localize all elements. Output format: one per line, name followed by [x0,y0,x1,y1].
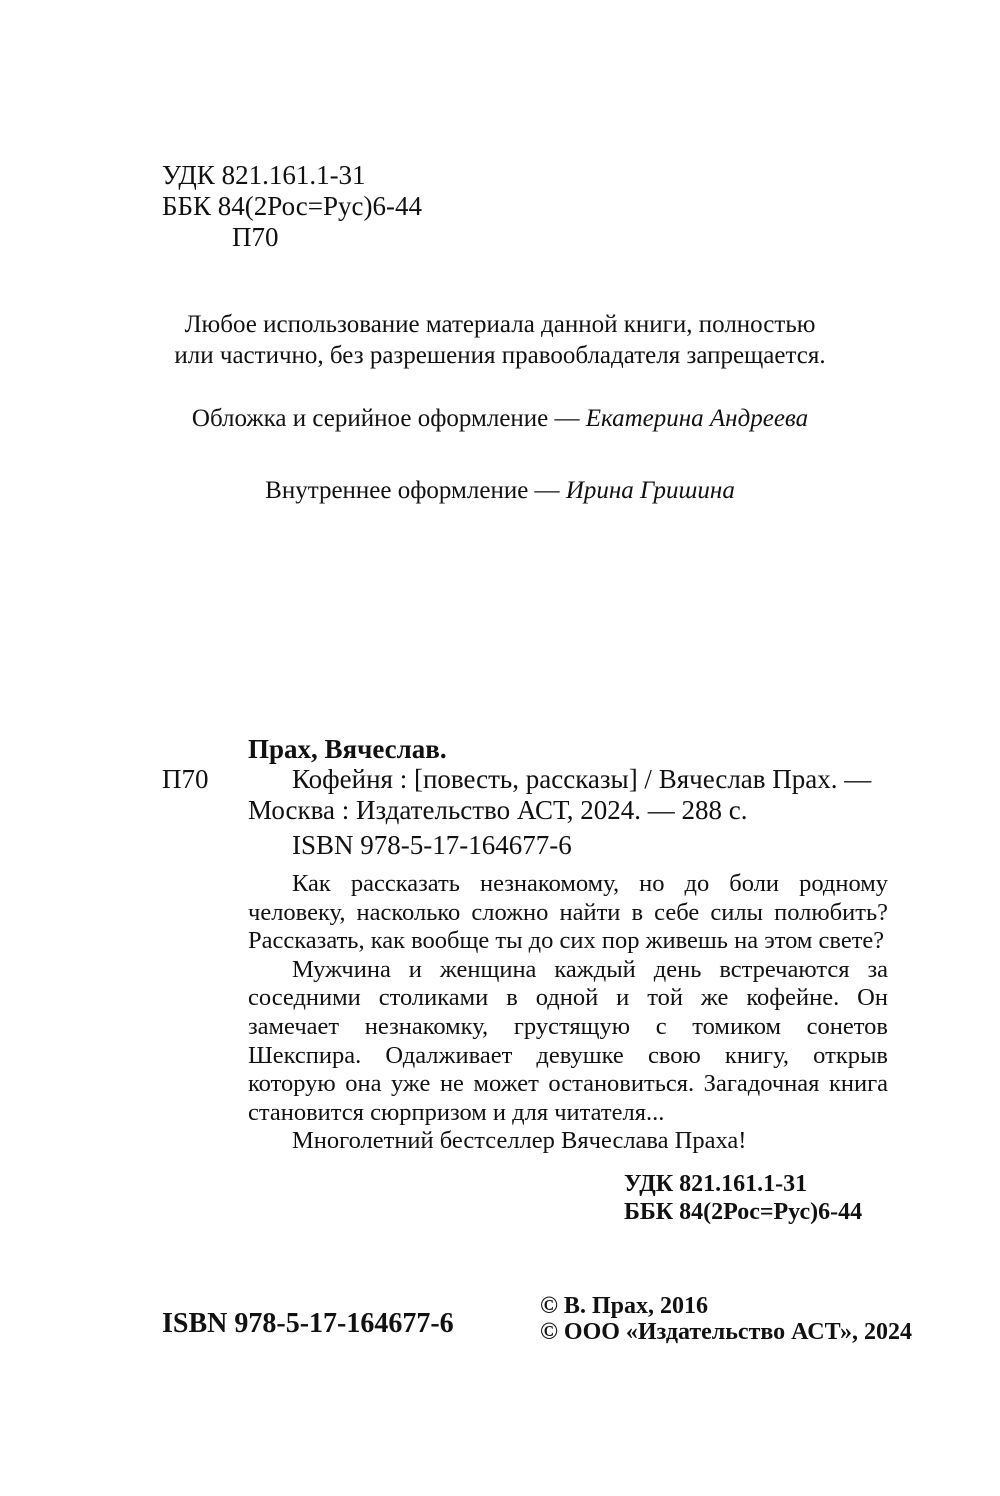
bib-publisher-line: Москва : Издательство АСТ, 2024. — 288 с. [248,795,748,825]
annotation-paragraph-1: Как рассказать незнакомому, но до боли родному человеку, насколько сложно найти в себе силы полюбить? Рассказать, как вообще ты до сих пор живешь на этом свете? [248,870,888,955]
rights-notice-line-2: или частично, без разрешения правообладателя запрещается. [174,342,826,369]
footer-bbk-code: ББК 84(2Рос=Рус)6-44 [624,1199,863,1225]
bib-author: Прах, Вячеслав. [248,734,447,764]
footer-isbn: ISBN 978-5-17-164677-6 [162,1308,454,1339]
bbk-code: ББК 84(2Рос=Рус)6-44 [162,191,422,221]
interior-designer-name: Ирина Гришина [565,477,735,504]
cover-designer-name: Екатерина Андреева [585,405,809,432]
cover-design-label: Обложка и серийное оформление — [191,405,586,432]
bib-sign-code: П70 [162,764,209,794]
bib-title-line: Кофейня : [повесть, рассказы] / Вячеслав Прах. — [292,764,872,794]
bib-isbn: ISBN 978-5-17-164677-6 [292,830,572,860]
udk-code: УДК 821.161.1-31 [162,160,366,190]
cover-design-credit [0,404,1000,434]
annotation-paragraph-3: Многолетний бестселлер Вячеслава Праха! [292,1127,747,1155]
interior-design-credit [0,476,1000,506]
annotation-paragraph-2: Мужчина и женщина каждый день встречаются за соседними столиками в одной и той же кофейне. Он замечает незнакомку, грустящую с томиком сонетов Шекспира. Одалживает девушке свою книгу, открыв которую она уже не может остановиться. Загадочная книга становится сюрпризом и для читателя... [248,955,888,1126]
copyright-author: © В. Прах, 2016 [540,1293,708,1319]
footer-udk-code: УДК 821.161.1-31 [624,1171,808,1197]
annotation [248,870,888,1156]
author-sign-code: П70 [232,222,279,252]
interior-design-label: Внутреннее оформление — [265,477,566,504]
rights-notice-line-1: Любое использование материала данной книги, полностью [184,311,816,338]
copyright-publisher: © ООО «Издательство АСТ», 2024 [540,1319,913,1345]
